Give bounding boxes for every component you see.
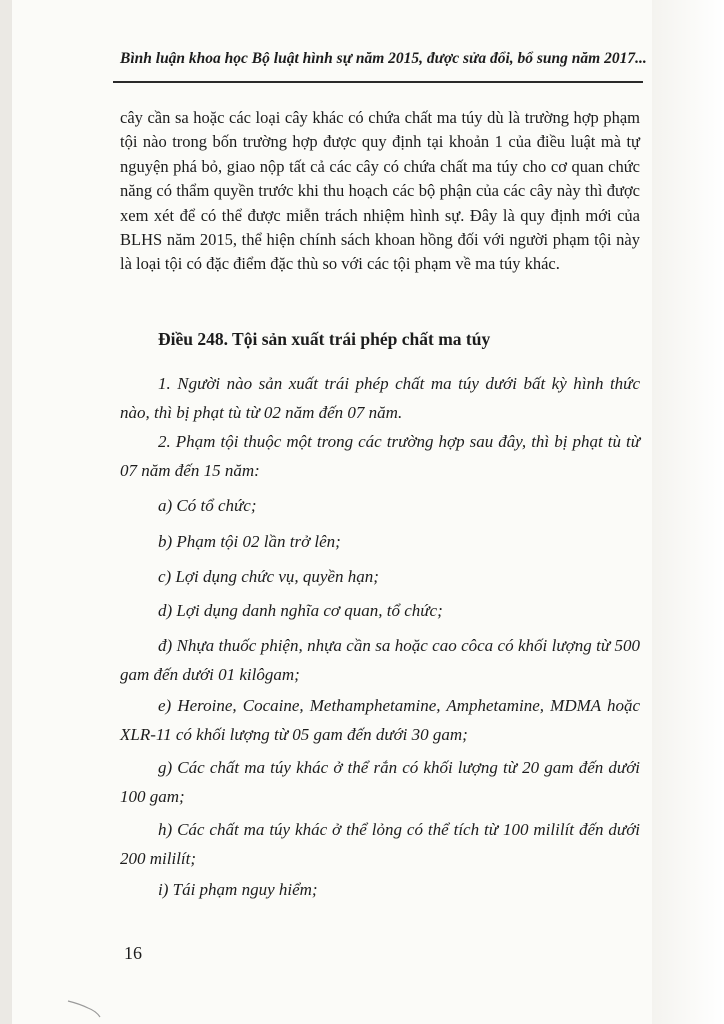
intro-paragraph-block — [120, 106, 640, 277]
list-item-d: d) Lợi dụng danh nghĩa cơ quan, tổ chức; — [158, 601, 443, 620]
list-item-c: c) Lợi dụng chức vụ, quyền hạn; — [158, 567, 379, 586]
list-item-b: b) Phạm tội 02 lần trở lên; — [158, 532, 341, 551]
list-item-h: h) Các chất ma túy khác ở thể lỏng có thể tích từ 100 mililít đến dưới 200 mililít; — [120, 820, 640, 868]
list-item-i: i) Tái phạm nguy hiểm; — [158, 880, 318, 899]
header-rule — [113, 81, 643, 83]
page-number: 16 — [124, 943, 142, 963]
clause-1: 1. Người nào sản xuất trái phép chất ma túy dưới bất kỳ hình thức nào, thì bị phạt tù từ 02 năm đến 07 năm. — [120, 374, 640, 422]
list-item-e: e) Heroine, Cocaine, Methamphetamine, Amphetamine, MDMA hoặc XLR-11 có khối lượng từ 05 gam đến dưới 30 gam; — [120, 696, 640, 744]
scan-mark-icon — [66, 995, 106, 1019]
running-header: Bình luận khoa học Bộ luật hình sự năm 2015, được sửa đổi, bổ sung năm 2017... — [120, 50, 647, 67]
list-item-dd: đ) Nhựa thuốc phiện, nhựa cần sa hoặc cao côca có khối lượng từ 500 gam đến dưới 01 kilôgam; — [120, 636, 640, 684]
article-title: Điều 248. Tội sản xuất trái phép chất ma túy — [158, 329, 491, 349]
list-item-g: g) Các chất ma túy khác ở thể rắn có khối lượng từ 20 gam đến dưới 100 gam; — [120, 758, 640, 806]
scan-background — [652, 0, 724, 1024]
list-item-a: a) Có tổ chức; — [158, 496, 257, 515]
clause-2: 2. Phạm tội thuộc một trong các trường hợp sau đây, thì bị phạt tù từ 07 năm đến 15 năm: — [120, 432, 640, 480]
intro-paragraph: cây cần sa hoặc các loại cây khác có chứa chất ma túy dù là trường hợp phạm tội nào trong bốn trường hợp được quy định tại khoản 1 của điều luật mà tự nguyện phá bỏ, giao nộp tất cả các cây có chứa chất ma túy cho cơ quan chức năng có thẩm quyền trước khi thu hoạch các bộ phận của các cây này thì được xem xét để có thể được miễn trách nhiệm hình sự. Đây là quy định mới của BLHS năm 2015, thể hiện chính sách khoan hồng đối với người phạm tội này là loại tội có đặc điểm đặc thù so với các tội phạm về ma túy khác. — [120, 108, 640, 274]
